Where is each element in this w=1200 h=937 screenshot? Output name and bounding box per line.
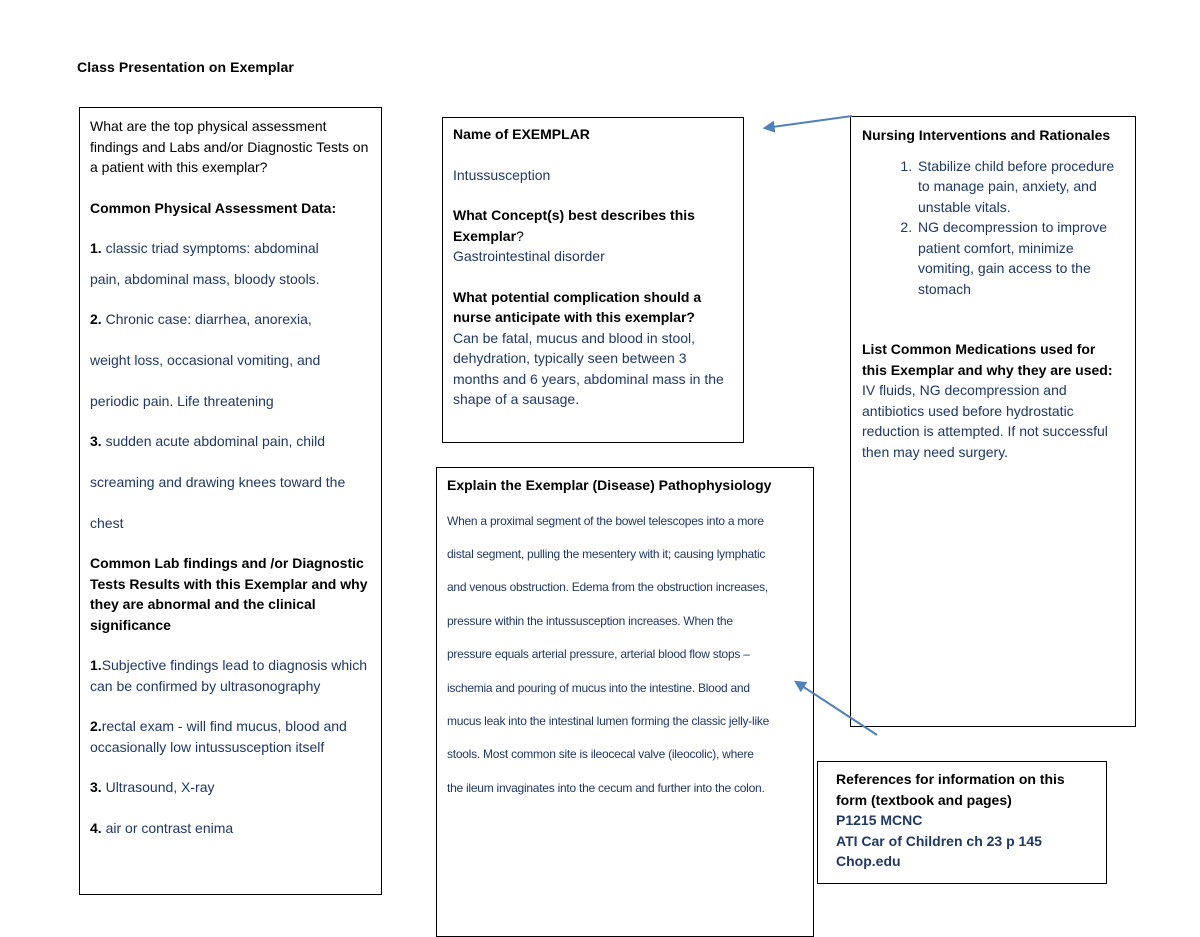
patho-line: pressure within the intussusception increases. When the [447, 613, 733, 628]
patho-line: ischemia and pouring of mucus into the intestine. Blood and [447, 680, 750, 695]
pa-item-3-line-1: 3. sudden acute abdominal pain, child [90, 433, 326, 450]
exemplar-name-value: Intussusception [453, 166, 551, 183]
pa-item-3-num: 3. [90, 433, 102, 450]
pa-item-2-line-2: weight loss, occasional vomiting, and [90, 351, 321, 368]
lab-item-3: 3. Ultrasound, X-ray [90, 779, 215, 796]
reference-item: P1215 MCNC [836, 812, 923, 828]
intervention-item: 1. Stabilize child before procedure to manage pain, anxiety, and unstable vitals. [916, 156, 1124, 218]
lab-findings-heading: Common Lab findings and /or Diagnostic Tests Results with this Exemplar and why they are abnormal and the clinical significance [90, 555, 368, 633]
lab-item-1: 1.Subjective findings lead to diagnosis which can be confirmed by ultrasonography [90, 657, 368, 694]
arrow-to-pathophysiology [796, 682, 877, 735]
interventions-heading: Nursing Interventions and Rationales [862, 127, 1111, 143]
patho-line: mucus leak into the intestinal lumen forming the classic jelly-like [447, 713, 770, 728]
reference-item: ATI Car of Children ch 23 p 145 [836, 832, 1042, 849]
exemplar-name-label: Name of EXEMPLAR [453, 126, 590, 142]
medications-text: IV fluids, NG decompression and antibiotics used before hydrostatic reduction is attempted. If not successful then may need surgery. [862, 382, 1108, 460]
physical-assessment-heading: Common Physical Assessment Data: [90, 199, 337, 216]
reference-item: Chop.edu [836, 853, 901, 869]
intervention-item: 2. NG decompression to improve patient comfort, minimize vomiting, gain access to the stomach [916, 217, 1124, 299]
arrow-to-name-box [765, 116, 852, 128]
complication-answer: Can be fatal, mucus and blood in stool, dehydration, typically seen between 3 months and 6 years, abdominal mass in the shape of a sausage. [453, 329, 724, 407]
references-heading: References for information on this form (textbook and pages) [836, 771, 1065, 808]
patho-line: the ileum invaginates into the cecum and further into the colon. [447, 780, 765, 795]
complication-question: What potential complication should a nurse anticipate with this exemplar? [453, 288, 702, 325]
patho-line: When a proximal segment of the bowel telescopes into a more [447, 513, 764, 528]
patho-line: distal segment, pulling the mesentery with it; causing lymphatic [447, 546, 766, 561]
pa-item-2-line-1: 2. Chronic case: diarrhea, anorexia, [90, 311, 312, 328]
assessment-question: What are the top physical assessment findings and Labs and/or Diagnostic Tests on a patient with this exemplar? [90, 118, 369, 175]
pathophysiology-heading: Explain the Exemplar (Disease) Pathophysiology [447, 477, 772, 493]
patho-line: and venous obstruction. Edema from the obstruction increases, [447, 580, 768, 595]
concept-answer: Gastrointestinal disorder [453, 248, 605, 264]
pa-item-2-line-3: periodic pain. Life threatening [90, 392, 274, 409]
concept-question: What Concept(s) best describes this Exemplar? [453, 207, 695, 244]
patho-line: stools. Most common site is ileocecal valve (ileocolic), where [447, 747, 754, 762]
pa-item-1-line-2: pain, abdominal mass, bloody stools. [90, 270, 320, 287]
pa-item-3-line-2: screaming and drawing knees toward the [90, 474, 346, 491]
lab-item-4: 4. air or contrast enima [90, 819, 234, 836]
medications-heading: List Common Medications used for this Exemplar and why they are used: [862, 341, 1113, 378]
pa-item-3-line-3: chest [90, 514, 124, 531]
lab-item-2: 2.rectal exam - will find mucus, blood and occasionally low intussusception itself [90, 718, 347, 755]
pa-item-2-num: 2. [90, 311, 102, 328]
pa-item-1-line-1: 1. classic triad symptoms: abdominal [90, 240, 319, 256]
page-title: Class Presentation on Exemplar [77, 59, 294, 75]
patho-line: pressure equals arterial pressure, arterial blood flow stops – [447, 647, 750, 662]
pa-item-1-num: 1. [90, 240, 102, 256]
